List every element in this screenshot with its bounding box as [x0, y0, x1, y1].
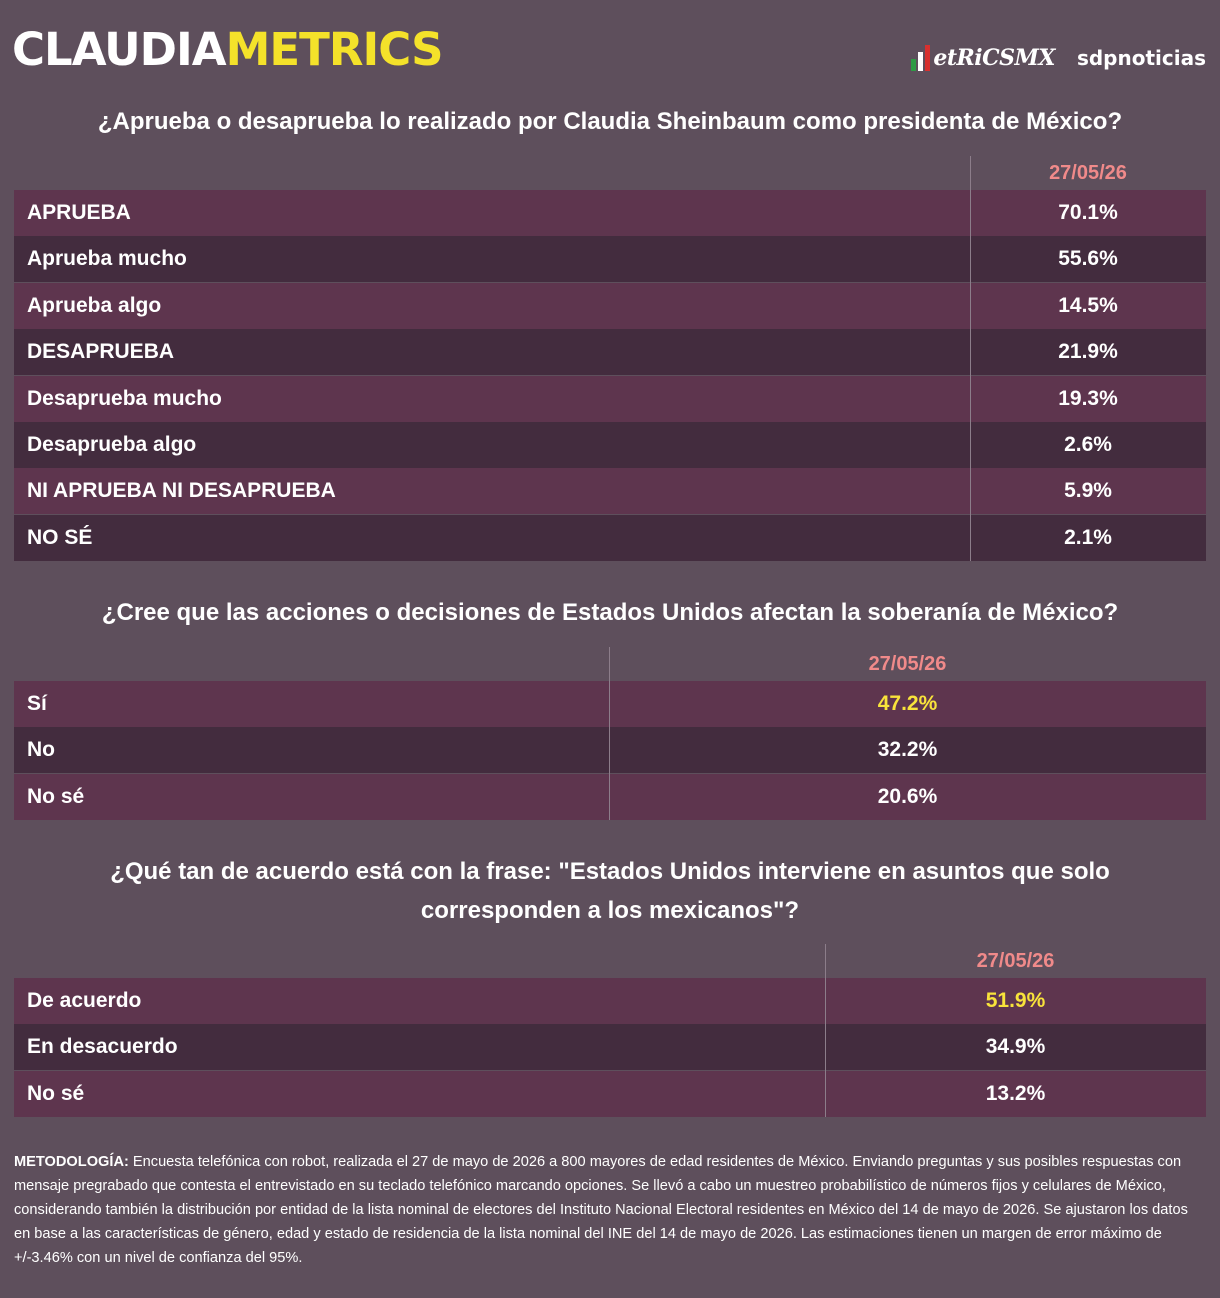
question-3-title — [0, 852, 1220, 930]
methodology — [14, 1150, 1204, 1270]
row-label: NI APRUEBA NI DESAPRUEBA — [27, 479, 336, 502]
row-value-highlight: 47.2% — [877, 692, 938, 715]
table-row — [14, 1071, 1206, 1117]
row-label: Sí — [27, 692, 47, 715]
table-row — [14, 1024, 1206, 1070]
row-label: NO SÉ — [27, 526, 93, 549]
header — [0, 0, 1220, 90]
date-header: 27/05/26 — [976, 950, 1055, 972]
date-header: 27/05/26 — [1049, 162, 1127, 184]
row-value: 2.6% — [1064, 433, 1112, 456]
sdpnoticias-logo: sdpnoticias — [1076, 46, 1206, 70]
table-row — [14, 376, 1206, 422]
row-label: En desacuerdo — [27, 1035, 178, 1058]
row-label: Desaprueba algo — [27, 433, 197, 456]
brand-part2: METRICS — [225, 23, 443, 76]
table-row — [14, 774, 1206, 820]
row-label: Desaprueba mucho — [27, 387, 222, 410]
row-value: 14.5% — [1058, 294, 1118, 317]
row-value: 21.9% — [1058, 340, 1118, 363]
row-label: Aprueba algo — [27, 294, 162, 317]
row-label: Aprueba mucho — [27, 247, 187, 270]
metricsmx-text: etRiCSMX — [933, 45, 1055, 71]
row-label: De acuerdo — [27, 989, 142, 1012]
table-row — [14, 468, 1206, 514]
row-value: 5.9% — [1064, 479, 1112, 502]
row-value: 2.1% — [1064, 526, 1112, 549]
results-table-1 — [14, 156, 1206, 561]
column-divider — [825, 944, 826, 1117]
row-value-highlight: 51.9% — [985, 989, 1046, 1012]
table-row — [14, 515, 1206, 561]
row-label: No — [27, 738, 55, 761]
table-row — [14, 283, 1206, 329]
bar-chart-icon — [911, 45, 930, 71]
question-2-title: ¿Cree que las acciones o decisiones de Estados Unidos afectan la soberanía de México? — [101, 599, 1119, 626]
column-divider — [609, 647, 610, 820]
row-value: 34.9% — [985, 1035, 1046, 1058]
table-row — [14, 422, 1206, 468]
results-table-3 — [14, 944, 1206, 1117]
row-value: 55.6% — [1058, 247, 1118, 270]
table-row — [14, 236, 1206, 282]
table-row — [14, 681, 1206, 727]
column-divider — [970, 156, 971, 561]
question-3-title-line1: ¿Qué tan de acuerdo está con la frase: "Estados Unidos interviene en asuntos que solo — [110, 858, 1110, 885]
date-header: 27/05/26 — [868, 653, 947, 675]
row-value: 70.1% — [1058, 201, 1118, 224]
claudiametrics-logo — [12, 22, 443, 78]
table-row — [14, 190, 1206, 236]
row-label: No sé — [27, 785, 85, 808]
question-1-title: ¿Aprueba o desaprueba lo realizado por Claudia Sheinbaum como presidenta de México? — [97, 108, 1123, 135]
table-row — [14, 329, 1206, 375]
row-value: 19.3% — [1058, 387, 1118, 410]
row-label: DESAPRUEBA — [27, 340, 175, 363]
table-row — [14, 727, 1206, 773]
results-table-2 — [14, 647, 1206, 820]
question-3-title-line2: corresponden a los mexicanos"? — [420, 897, 800, 924]
row-label: APRUEBA — [27, 201, 131, 224]
row-value: 32.2% — [877, 738, 938, 761]
row-value: 20.6% — [877, 785, 938, 808]
row-label: No sé — [27, 1082, 85, 1105]
partner-logos — [911, 40, 1206, 76]
row-value: 13.2% — [985, 1082, 1046, 1105]
brand-part1: CLAUDIA — [12, 23, 226, 76]
methodology-label: METODOLOGÍA: — [14, 1154, 129, 1170]
table-row — [14, 978, 1206, 1024]
methodology-text: Encuesta telefónica con robot, realizada el 27 de mayo de 2026 a 800 mayores de edad residentes de México. Enviando preguntas y sus posibles respuestas con mensaje pregrabado que contesta el entrevistado en su teclado telefónico marcando opciones. Se llevó a cabo un muestreo probabilístico de números fijos y celulares de México, considerando también la distribución por entidad de la lista nominal de electores del Instituto Nacional Electoral residentes en México del 14 de mayo de 2026. Se ajustaron los datos en base a las características de género, edad y estado de residencia de la lista nominal del INE del 14 de mayo de 2026. Las estimaciones tienen un margen de error máximo de +/-3.46% con un nivel de confianza del 95%. — [14, 1154, 1188, 1266]
metricsmx-logo — [911, 45, 1055, 71]
